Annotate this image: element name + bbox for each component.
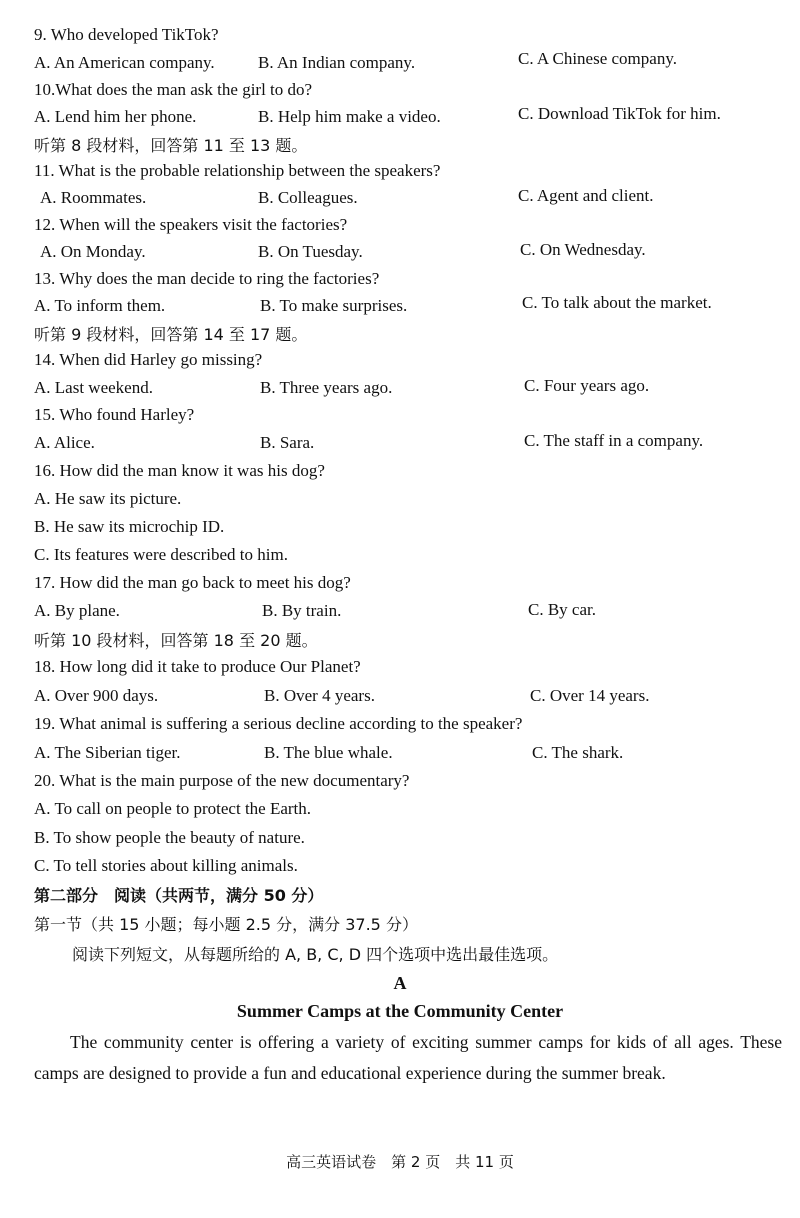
q9-option-a: A. An American company. xyxy=(34,53,215,72)
q13-option-c: C. To talk about the market. xyxy=(522,293,712,312)
q18-option-a: A. Over 900 days. xyxy=(34,686,159,705)
q18-option-b: B. Over 4 years. xyxy=(264,686,375,705)
q11-option-b: B. Colleagues. xyxy=(258,188,358,207)
q17-option-a: A. By plane. xyxy=(34,601,120,620)
passage-paragraph: The community center is offering a variety of exciting summer camps for kids of all ages. These camps are designed to provide a fun and educational experience during the summer break. xyxy=(34,1032,782,1083)
q19-option-a: A. The Siberian tiger. xyxy=(34,743,181,762)
section1-heading: 第一节（共 15 小题；每小题 2.5 分，满分 37.5 分） xyxy=(34,915,418,934)
q20-option-a: A. To call on people to protect the Earth. xyxy=(34,799,312,818)
q14-option-b: B. Three years ago. xyxy=(260,378,393,397)
q15-option-b: B. Sara. xyxy=(260,433,315,452)
q12-option-a: A. On Monday. xyxy=(40,242,146,261)
question-15: 15. Who found Harley? xyxy=(34,405,195,424)
question-19: 19. What animal is suffering a serious decline according to the speaker? xyxy=(34,714,523,733)
q13-option-a: A. To inform them. xyxy=(34,296,166,315)
q20-option-c: C. To tell stories about killing animals. xyxy=(34,856,298,875)
page-footer: 高三英语试卷 第 2 页 共 11 页 xyxy=(286,1153,514,1171)
q9-option-c: C. A Chinese company. xyxy=(518,49,677,68)
question-17: 17. How did the man go back to meet his dog? xyxy=(34,573,351,592)
q19-option-b: B. The blue whale. xyxy=(264,743,393,762)
q10-option-a: A. Lend him her phone. xyxy=(34,107,197,126)
q17-option-b: B. By train. xyxy=(262,601,342,620)
q11-option-a: A. Roommates. xyxy=(40,188,147,207)
q16-option-c: C. Its features were described to him. xyxy=(34,545,288,564)
question-16: 16. How did the man know it was his dog? xyxy=(34,461,325,480)
q16-option-a: A. He saw its picture. xyxy=(34,489,182,508)
passage-letter: A xyxy=(393,973,407,993)
q12-option-c: C. On Wednesday. xyxy=(520,240,646,259)
passage-title: Summer Camps at the Community Center xyxy=(236,1001,564,1021)
section-10-instruction: 听第 10 段材料，回答第 18 至 20 题。 xyxy=(34,631,318,650)
q12-option-b: B. On Tuesday. xyxy=(258,242,363,261)
question-12: 12. When will the speakers visit the factories? xyxy=(34,215,348,234)
q9-option-b: B. An Indian company. xyxy=(258,53,416,72)
section-8-instruction: 听第 8 段材料，回答第 11 至 13 题。 xyxy=(34,136,308,155)
q11-option-c: C. Agent and client. xyxy=(518,186,654,205)
part2-heading: 第二部分 阅读（共两节，满分 50 分） xyxy=(34,886,324,905)
question-9: 9. Who developed TikTok? xyxy=(34,25,219,44)
q10-option-b: B. Help him make a video. xyxy=(258,107,441,126)
reading-instruction: 阅读下列短文，从每题所给的 A, B, C, D 四个选项中选出最佳选项。 xyxy=(72,945,559,964)
q16-option-b: B. He saw its microchip ID. xyxy=(34,517,225,536)
q10-option-c: C. Download TikTok for him. xyxy=(518,104,721,123)
q19-option-c: C. The shark. xyxy=(532,743,624,762)
question-18: 18. How long did it take to produce Our Planet? xyxy=(34,657,361,676)
section-9-instruction: 听第 9 段材料，回答第 14 至 17 题。 xyxy=(34,325,308,344)
q17-option-c: C. By car. xyxy=(528,600,596,619)
q15-option-c: C. The staff in a company. xyxy=(524,431,704,450)
q20-option-b: B. To show people the beauty of nature. xyxy=(34,828,305,847)
question-20: 20. What is the main purpose of the new documentary? xyxy=(34,771,410,790)
q18-option-c: C. Over 14 years. xyxy=(530,686,650,705)
q14-option-a: A. Last weekend. xyxy=(34,378,153,397)
question-11: 11. What is the probable relationship between the speakers? xyxy=(34,161,441,180)
q15-option-a: A. Alice. xyxy=(34,433,95,452)
question-14: 14. When did Harley go missing? xyxy=(34,350,263,369)
question-10: 10.What does the man ask the girl to do? xyxy=(34,80,313,99)
q14-option-c: C. Four years ago. xyxy=(524,376,650,395)
question-13: 13. Why does the man decide to ring the factories? xyxy=(34,269,380,288)
q13-option-b: B. To make surprises. xyxy=(260,296,408,315)
